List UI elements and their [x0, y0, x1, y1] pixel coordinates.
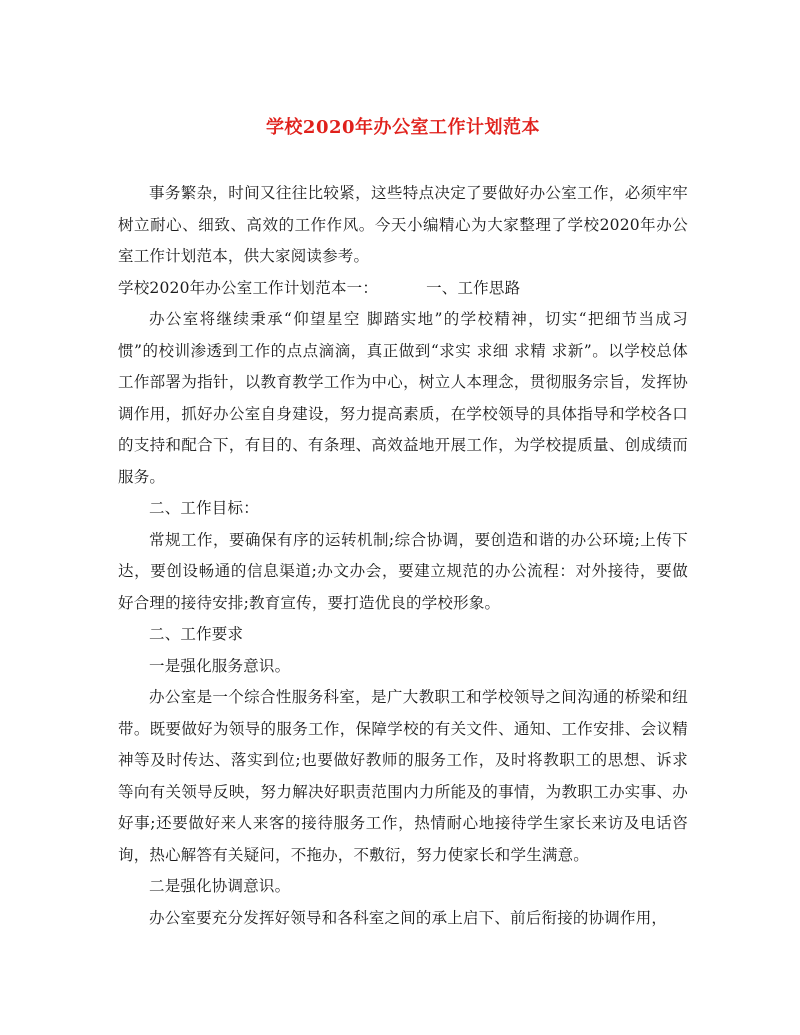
paragraph-work-goals: 常规工作，要确保有序的运转机制;综合协调，要创造和谐的办公环境;上传下达，要创设畅通的信息渠道;办文办会，要建立规范的办公流程：对外接待，要做好合理的接待安排;教育宣传，要打造优良的学校形象。	[118, 530, 688, 612]
paragraph-service-awareness: 办公室是一个综合性服务科室，是广大教职工和学校领导之间沟通的桥梁和纽带。既要做好为领导的服务工作，保障学校的有关文件、通知、工作安排、会议精神等及时传达、落实到位;也要做好教师的服务工作，及时将教职工的思想、诉求等向有关领导反映，努力解决好职责范围内力所能及的事情，为教职工办实事、办好事;还要做好来人来客的接待服务工作，热情耐心地接待学生家长来访及电话咨询，热心解答有关疑问，不拖办，不敷衍，努力使家长和学生满意。	[118, 688, 688, 864]
heading-coordination-awareness: 二是强化协调意识。	[149, 877, 291, 895]
heading-work-goals: 二、工作目标：	[149, 499, 259, 517]
document-title: 学校2020年办公室工作计划范本	[265, 117, 541, 138]
section-label: 学校2020年办公室工作计划范本一：	[118, 278, 379, 297]
heading-service-awareness: 一是强化服务意识。	[149, 656, 291, 675]
paragraph-coordination-awareness: 办公室要充分发挥好领导和各科室之间的承上启下、前后衔接的协调作用，	[149, 908, 668, 927]
intro-paragraph: 事务繁杂，时间又往往比较紧，这些特点决定了要做好办公室工作，必须牢牢树立耐心、细致、高效的工作作风。今天小编精心为大家整理了学校2020年办公室工作计划范本，供大家阅读参考。	[118, 184, 688, 265]
section-heading-1: 一、工作思路	[426, 278, 521, 297]
heading-work-requirements: 二、工作要求	[149, 625, 244, 643]
section-label-line	[118, 273, 688, 305]
document-body	[118, 178, 688, 934]
paragraph-work-ideas: 办公室将继续秉承“仰望星空 脚踏实地”的学校精神，切实“把细节当成习惯”的校训渗透到工作的点点滴滴，真正做到“求实 求细 求精 求新”。以学校总体工作部署为指针，以教育教学工作为中心，树立人本理念，贯彻服务宗旨，发挥协调作用，抓好办公室自身建设，努力提高素质，在学校领导的具体指导和学校各口的支持和配合下，有目的、有条理、高效益地开展工作，为学校提质量、创成绩而服务。	[118, 310, 688, 486]
